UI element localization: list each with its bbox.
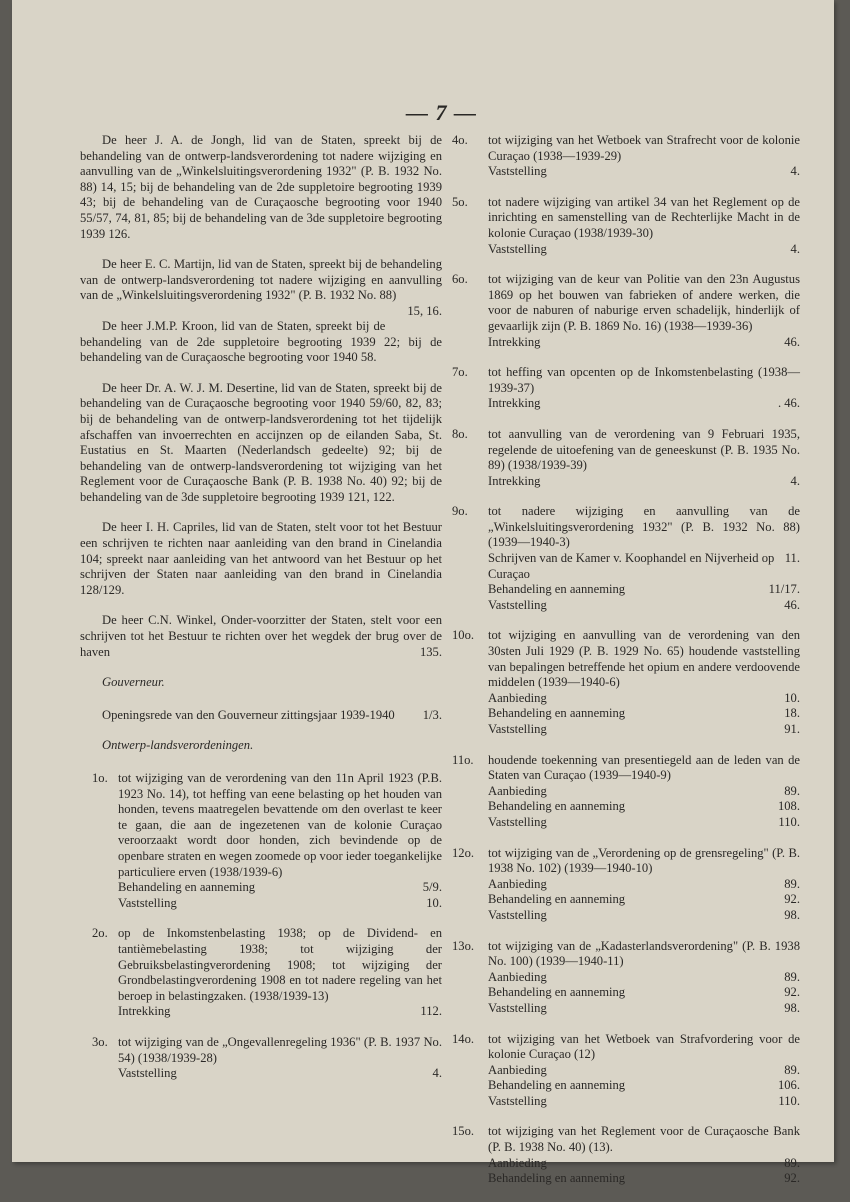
item-line: Aanbieding 89. (488, 783, 800, 798)
item-number: 2o. (92, 926, 108, 941)
item-line: Behandeling en aanneming 92. (488, 1171, 800, 1186)
item-line: Behandeling en aanneming 106. (488, 1078, 800, 1093)
item-line: Intrekking . 46. (488, 396, 800, 411)
item-number: 13o. (452, 938, 475, 953)
item-text: tot wijziging van de keur van Politie van den 23n Augustus 1869 op het bouwen van fabrieken of andere werken, die voor de naburen of naburige erven schadelijk, hinderlijk of gevaarlijk zijn (P. B. 1869 No. 16) (1938—1939-36) (488, 272, 800, 333)
entry-martijn: De heer E. C. Martijn, lid van de Staten, spreekt bij de behandeling van de ontwerp-landsverordening tot nadere wijziging en aanvulling van de „Winkelsluitingsverordening 1932" (P. B. 1932 No. 88) 15, 16. (80, 257, 442, 318)
list-item (452, 753, 800, 831)
list-item (80, 926, 442, 1020)
item-line: Intrekking 46. (488, 334, 800, 349)
list-item (452, 133, 800, 180)
list-item (452, 365, 800, 412)
item-number: 12o. (452, 845, 475, 860)
item-text: tot wijziging van het Wetboek van Strafvordering voor de kolonie Curaçao (12) (488, 1031, 800, 1062)
item-line: Aanbieding 10. (488, 690, 800, 705)
heading-drafts: Ontwerp-landsverordeningen. (102, 738, 254, 753)
item-line: Intrekking 4. (488, 473, 800, 488)
item-text: tot nadere wijziging en aanvulling van de „Winkelsluitingsverordening 1932" (P. B. 1932 No. 88) (1939—1940-3) (488, 504, 800, 550)
item-text: tot heffing van opcenten op de Inkomstenbelasting (1938—1939-37) (488, 365, 800, 395)
list-item (80, 1035, 442, 1082)
item-text: tot wijziging van het Wetboek van Strafrecht voor de kolonie Curaçao (1938—1939-29) (488, 133, 800, 163)
item-number: 5o. (452, 194, 468, 209)
item-number: 9o. (452, 504, 468, 519)
item-line: Behandeling en aanneming 5/9. (118, 880, 442, 895)
page-number: — 7 — (406, 100, 477, 125)
entry-de-jongh: De heer J. A. de Jongh, lid van de Staten, spreekt bij de behandeling van de ontwerp-landsverordening tot nadere wijziging en aanvulling van de „Winkelsluitingsverordening 1932" (P. B. 1932 No. 88) 14, 15; bij de behandeling van de 2de suppletoire begrooting 1939 43; bij de behandeling van de Curaçaosche begrooting voor 1940 55/57, 74, 81, 85; bij de behandeling van de 3de suppletoire begrooting 1939 126. (80, 133, 442, 241)
item-number: 10o. (452, 628, 475, 643)
list-item (452, 272, 800, 350)
item-number: 7o. (452, 365, 468, 380)
item-line: Aanbieding 89. (488, 1062, 800, 1077)
item-line: Behandeling en aanneming 11/17. (488, 582, 800, 597)
item-number: 14o. (452, 1031, 475, 1046)
left-column (80, 133, 442, 1097)
item-text: tot wijziging van de verordening van den 11n April 1923 (P.B. 1923 No. 14), tot heffing van eene belasting op het houden van honden, tevens maatregelen bevattende om den overlast te keer te gaan, die aan de ingezetenen van de kolonie Curaçao veroorzaakt wordt door honden, zich bevindende op de openbare straten en wegen zoomede op voor ieder toegankelijke particuliere erven (1938/1939-6) (118, 771, 442, 879)
item-text: tot wijziging van de „Kadasterlandsverordening" (P. B. 1938 No. 100) (1939—1940-11) (488, 938, 800, 969)
item-text: tot wijziging en aanvulling van de verordening van den 30sten Juli 1929 (P. B. 1929 No. 65) houdende vaststelling van bepalingen betreffende het opium en andere verdoovende middelen (1939—1940-6) (488, 628, 800, 690)
list-item (452, 846, 800, 924)
item-line: Vaststelling 110. (488, 1093, 800, 1108)
item-text: houdende toekenning van presentiegeld aan de leden van de Staten van Curaçao (1939—1940-9) (488, 752, 800, 783)
item-text: op de Inkomstenbelasting 1938; op de Dividend- en tantièmebelasting 1938; tot wijziging der Gebruiksbelastingverordening 1908; tot wijziging der Grondbelastingverordening 1908 en tot nadere regeling van het beroep in belastingzaken. (1938/1939-13) (118, 926, 442, 1003)
item-line: Behandeling en aanneming 92. (488, 892, 800, 907)
item-line: Behandeling en aanneming 18. (488, 706, 800, 721)
item-number: 6o. (452, 272, 468, 287)
item-text: tot aanvulling van de verordening van 9 Februari 1935, regelende de uitoefening van de geneeskunst (P. B. 1935 No. 89) (1938/1939-39) (488, 426, 800, 473)
item-line: Schrijven van de Kamer v. Koophandel en Nijverheid op Curaçao 11. (488, 551, 800, 581)
item-line: Intrekking 112. (118, 1004, 442, 1019)
item-line: Aanbieding 89. (488, 876, 800, 891)
item-line: Vaststelling 4. (488, 164, 800, 179)
entry-desertine: De heer Dr. A. W. J. M. Desertine, lid van de Staten, spreekt bij de behandeling van de Curaçaosche begrooting voor 1940 59/60, 82, 83; bij de behandeling van de ontwerp-landsverordening tot het tijdelijk afschaffen van invoerrechten en accijnzen op de eilanden Saba, St. Eustatius en St. Maarten (Nederlandsch gedeelte) 92; bij de behandeling van de ontwerp-landsverordening tot wijziging van het Reglement voor de Curaçaosche Bank (P. B. 1938 No. 40) 92; bij de behandeling van de 3de suppletoire begrooting 1939 121, 122. (80, 380, 442, 504)
entry-capriles: De heer I. H. Capriles, lid van de Staten, stelt voor tot het Bestuur een schrijven te richten naar aanleiding van den brand in Cinelandia 104; spreekt naar aanleiding van het antwoord van het Bestuur op het schrijven der Staten naar aanleiding van den brand in Cinelandia 128/129. (80, 520, 442, 597)
item-number: 3o. (92, 1034, 108, 1049)
item-line: Aanbieding 89. (488, 969, 800, 984)
list-item (452, 1124, 800, 1186)
item-number: 11o. (452, 752, 474, 767)
list-item (452, 195, 800, 257)
list-item (452, 939, 800, 1017)
list-item (452, 504, 800, 613)
item-line: Vaststelling 4. (488, 241, 800, 256)
entry-kroon: De heer J.M.P. Kroon, lid van de Staten, spreekt bij de behandeling van de 2de suppletoire begrooting 1939 22; bij de behandeling van de Curaçaosche begrooting voor 1940 58. (80, 318, 442, 365)
list-item (80, 771, 442, 911)
item-line: Aanbieding 89. (488, 1155, 800, 1170)
item-line: Vaststelling 46. (488, 597, 800, 612)
entry-winkel: De heer C.N. Winkel, Onder-voorzitter der Staten, stelt voor een schrijven tot het Bestuur te richten over het wegdek der brug over de haven 135. (80, 613, 442, 659)
list-item (452, 628, 800, 737)
item-line: Vaststelling 10. (118, 895, 442, 910)
item-number: 8o. (452, 426, 468, 441)
item-number: 15o. (452, 1124, 475, 1139)
heading-governor: Gouverneur. (102, 675, 165, 690)
right-column (452, 133, 800, 1202)
item-number: 4o. (452, 133, 468, 147)
item-line: Vaststelling 91. (488, 722, 800, 736)
item-line: Vaststelling 110. (488, 814, 800, 829)
item-line: Behandeling en aanneming 108. (488, 799, 800, 814)
list-item (452, 427, 800, 489)
page-sheet (12, 0, 834, 1186)
entry-governor: Openingsrede van den Gouverneur zittingsjaar 1939-1940 1/3. (102, 707, 442, 722)
item-line: Vaststelling 4. (118, 1066, 442, 1081)
item-text: tot nadere wijziging van artikel 34 van het Reglement op de inrichting en samenstelling van de Rechterlijke Macht in de kolonie Curaçao (1938/1939-30) (488, 194, 800, 240)
item-text: tot wijziging van de „Ongevallenregeling 1936" (P. B. 1937 No. 54) (1938/1939-28) (118, 1034, 442, 1065)
item-text: tot wijziging van het Reglement voor de Curaçaosche Bank (P. B. 1938 No. 40) (13). (488, 1124, 800, 1155)
list-item (452, 1032, 800, 1110)
item-line: Behandeling en aanneming 92. (488, 985, 800, 1000)
item-text: tot wijziging van de „Verordening op de grensregeling" (P. B. 1938 No. 102) (1939—1940-10) (488, 845, 800, 876)
item-line: Vaststelling 98. (488, 907, 800, 922)
item-line: Vaststelling 98. (488, 1000, 800, 1015)
item-number: 1o. (92, 771, 108, 785)
